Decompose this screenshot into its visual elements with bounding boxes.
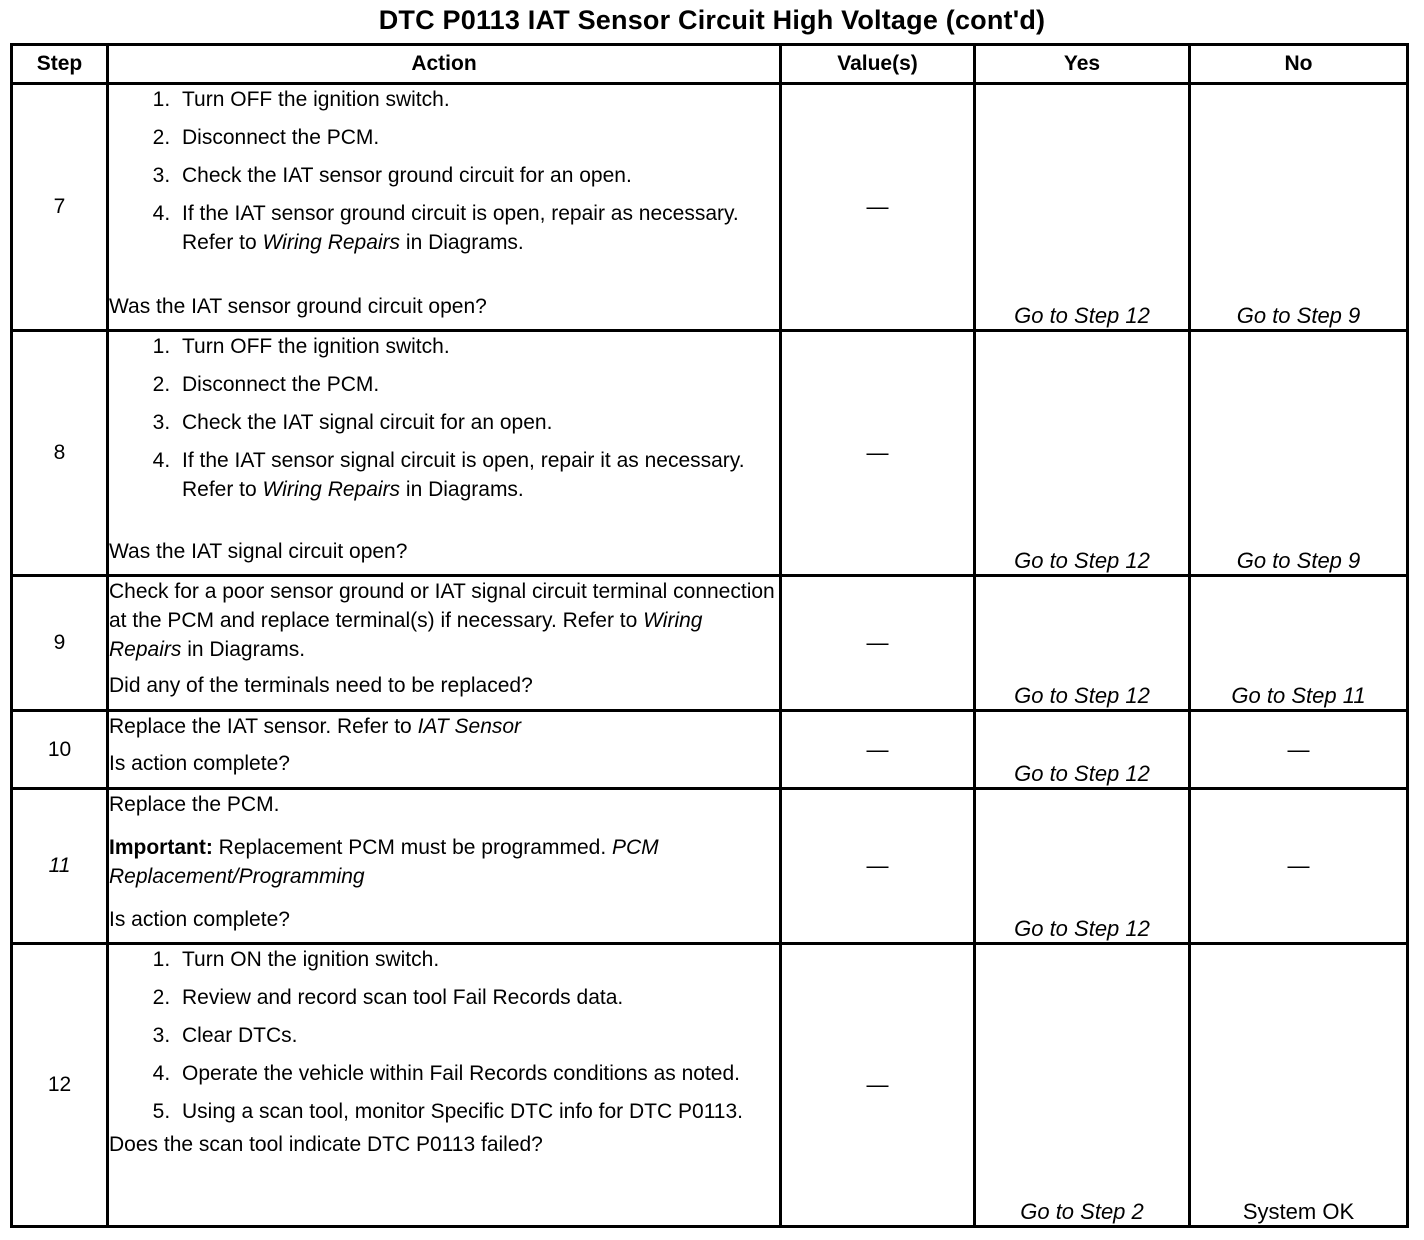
reference-link-text: PCM Replacement/Programming	[109, 836, 659, 888]
action-list	[109, 945, 779, 1126]
list-item: 1. Turn ON the ignition switch.	[176, 945, 779, 974]
list-item: 2. Disconnect the PCM.	[176, 370, 779, 399]
table-row-step-8	[12, 331, 1408, 576]
action-text	[109, 577, 779, 664]
step-number: 9	[12, 576, 108, 711]
no-cell: Go to Step 9	[1190, 84, 1408, 331]
step-number: 10	[12, 711, 108, 789]
step-number: 7	[12, 84, 108, 331]
list-item: 1. Turn OFF the ignition switch.	[176, 85, 779, 114]
question-text: Did any of the terminals need to be replaced?	[109, 674, 533, 697]
item-text: Replace the IAT sensor. Refer to	[109, 715, 418, 738]
header-no: No	[1190, 45, 1408, 84]
item-text: Check for a poor sensor ground or IAT signal circuit terminal connection at the PCM and replace terminal(s) if necessary. Refer to	[109, 580, 775, 632]
no-cell: —	[1190, 711, 1408, 789]
value-cell: —	[781, 84, 975, 331]
important-label: Important:	[109, 836, 213, 859]
list-item: 3. Check the IAT sensor ground circuit for an open.	[176, 161, 779, 190]
diagnostic-table	[10, 43, 1409, 1228]
action-list	[109, 85, 779, 257]
list-item	[176, 199, 779, 257]
yes-cell: Go to Step 12	[975, 711, 1190, 789]
header-action: Action	[108, 45, 781, 84]
no-cell: Go to Step 11	[1190, 576, 1408, 711]
item-text: If the IAT sensor signal circuit is open, repair it as necessary. Refer to	[182, 449, 745, 501]
table-row-step-7	[12, 84, 1408, 331]
item-text: in Diagrams.	[400, 231, 524, 254]
table-row-step-11	[12, 789, 1408, 944]
action-list	[109, 332, 779, 504]
yes-cell: Go to Step 12	[975, 576, 1190, 711]
action-cell	[108, 944, 781, 1227]
no-cell: System OK	[1190, 944, 1408, 1227]
item-text: Replacement PCM must be programmed.	[212, 836, 612, 859]
step-number: 8	[12, 331, 108, 576]
yes-cell: Go to Step 2	[975, 944, 1190, 1227]
reference-link-text: Wiring Repairs	[262, 478, 401, 501]
list-item: 3. Clear DTCs.	[176, 1021, 779, 1050]
action-cell	[108, 331, 781, 576]
value-cell: —	[781, 944, 975, 1227]
question-text: Is action complete?	[109, 908, 290, 931]
header-row	[12, 45, 1408, 84]
no-cell: —	[1190, 789, 1408, 944]
step-number: 11	[12, 789, 108, 944]
page-title: DTC P0113 IAT Sensor Circuit High Voltage (cont'd)	[378, 5, 1046, 35]
value-cell: —	[781, 711, 975, 789]
question-text: Was the IAT signal circuit open?	[109, 540, 408, 563]
header-step: Step	[12, 45, 108, 84]
yes-cell: Go to Step 12	[975, 84, 1190, 331]
table-row-step-9	[12, 576, 1408, 711]
table-row-step-12	[12, 944, 1408, 1227]
yes-cell: Go to Step 12	[975, 789, 1190, 944]
no-cell: Go to Step 9	[1190, 331, 1408, 576]
item-text: in Diagrams.	[400, 478, 524, 501]
action-cell	[108, 576, 781, 711]
action-text	[109, 712, 779, 741]
reference-link-text: Wiring Repairs	[109, 609, 703, 661]
question-text: Does the scan tool indicate DTC P0113 failed?	[109, 1133, 543, 1156]
header-yes: Yes	[975, 45, 1190, 84]
list-item	[176, 446, 779, 504]
list-item: 2. Disconnect the PCM.	[176, 123, 779, 152]
list-item: 1. Turn OFF the ignition switch.	[176, 332, 779, 361]
question-text: Was the IAT sensor ground circuit open?	[109, 295, 487, 318]
value-cell: —	[781, 576, 975, 711]
reference-link-text: Wiring Repairs	[262, 231, 401, 254]
reference-link-text: IAT Sensor	[417, 715, 522, 738]
header-values: Value(s)	[781, 45, 975, 84]
list-item: 5. Using a scan tool, monitor Specific DTC info for DTC P0113.	[176, 1097, 779, 1126]
list-item: 3. Check the IAT signal circuit for an open.	[176, 408, 779, 437]
action-cell	[108, 789, 781, 944]
important-note	[109, 833, 779, 891]
action-cell	[108, 84, 781, 331]
table-row-step-10	[12, 711, 1408, 789]
step-number: 12	[12, 944, 108, 1227]
action-text: Replace the PCM.	[109, 793, 280, 816]
list-item: 2. Review and record scan tool Fail Records data.	[176, 983, 779, 1012]
value-cell: —	[781, 331, 975, 576]
yes-cell: Go to Step 12	[975, 331, 1190, 576]
question-text: Is action complete?	[109, 752, 290, 775]
list-item: 4. Operate the vehicle within Fail Records conditions as noted.	[176, 1059, 779, 1088]
item-text: If the IAT sensor ground circuit is open, repair as necessary. Refer to	[182, 202, 739, 254]
value-cell: —	[781, 789, 975, 944]
action-cell	[108, 711, 781, 789]
item-text: in Diagrams.	[181, 638, 306, 661]
